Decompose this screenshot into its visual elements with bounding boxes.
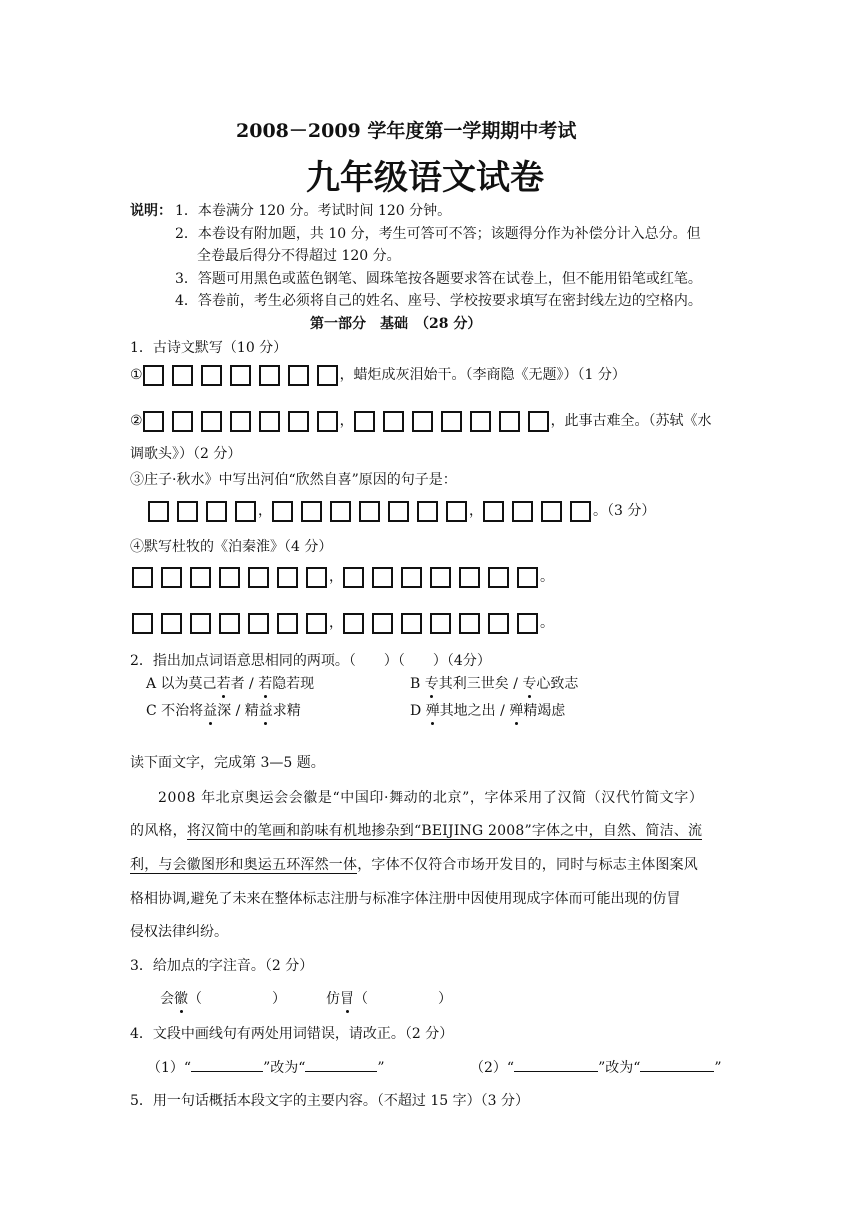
q1-part-1-tail: ，蜡炬成灰泪始干。（李商隐《无题》）（1 分） [339, 367, 626, 383]
pinyin-answer-blank[interactable]: （ ） [188, 991, 286, 1007]
pinyin-answer-blank[interactable]: （ ） [354, 991, 452, 1007]
passage-text: 的风格， [130, 823, 187, 839]
answer-box[interactable] [359, 501, 380, 522]
answer-box[interactable] [317, 365, 338, 386]
answer-box[interactable] [517, 613, 538, 634]
dotted-char: 若 [217, 673, 231, 693]
q1-part-2-marker: ② [130, 413, 143, 429]
instruction-item-1: 1．本卷满分 120 分。考试时间 120 分钟。 [175, 203, 452, 219]
q3-word-text: 会 [160, 991, 174, 1007]
answer-box[interactable] [201, 411, 222, 432]
answer-box[interactable] [372, 613, 393, 634]
reading-intro: 读下面文字，完成第 3—5 题。 [130, 755, 325, 771]
dotted-char: 益 [203, 700, 217, 720]
q2-option-a-text: 隐若现 [272, 676, 315, 692]
q2-option-b-text: 其利三世矣 / [438, 676, 523, 692]
passage-line-1: 2008 年北京奥运会会徽是“中国印·舞动的北京”，字体采用了汉简（汉代竹简文字） [158, 790, 704, 806]
answer-box[interactable] [528, 411, 549, 432]
answer-box[interactable] [512, 501, 533, 522]
answer-box[interactable] [488, 567, 509, 588]
answer-box[interactable] [401, 567, 422, 588]
answer-box[interactable] [412, 411, 433, 432]
q2-option-a-text: A 以为莫己 [146, 676, 217, 692]
q4-revision-text: （1）“ [147, 1060, 192, 1076]
answer-box[interactable] [499, 411, 520, 432]
answer-box[interactable] [132, 567, 153, 588]
instruction-item-4: 4．答卷前，考生必须将自己的姓名、座号、学校按要求填写在密封线左边的空格内。 [175, 293, 702, 309]
answer-box[interactable] [343, 567, 364, 588]
dotted-char: 徽 [174, 988, 188, 1008]
q3-word-1 [160, 988, 286, 1008]
answer-box[interactable] [248, 567, 269, 588]
q1-part-1-marker: ① [130, 367, 143, 383]
q2-option-c [146, 700, 301, 720]
question-1-stem: 1．古诗文默写（10 分） [130, 340, 288, 356]
q1-part-2-tail: ，此事古难全。（苏轼《水 [550, 413, 712, 429]
answer-box[interactable] [272, 501, 293, 522]
answer-box[interactable] [430, 567, 451, 588]
answer-blank[interactable] [640, 1057, 714, 1072]
answer-box[interactable] [201, 365, 222, 386]
underlined-sentence: 将汉简中的笔画和韵味有机地掺杂到“BEIJING 2008”字体之中，自然、简洁、流 [186, 823, 703, 839]
q4-revision-text: （2）“ [470, 1060, 515, 1076]
q2-option-d-text: 精竭虑 [523, 703, 566, 719]
answer-box[interactable] [430, 613, 451, 634]
answer-box[interactable] [277, 567, 298, 588]
q1-part-3-text: ③庄子·秋水》中写出河伯“欣然自喜”原因的句子是： [130, 472, 457, 488]
answer-box[interactable] [388, 501, 409, 522]
q1-part-2-sep: ， [339, 413, 354, 429]
q4-revision-text: ”改为“ [263, 1060, 306, 1076]
dotted-char: 殚 [426, 700, 440, 720]
dotted-char: 若 [258, 673, 272, 693]
passage-line-2 [130, 820, 702, 840]
question-4-stem: 4．文段中画线句有两处用词错误，请改正。（2 分） [130, 1026, 454, 1042]
answer-box[interactable] [230, 365, 251, 386]
underlined-sentence: 利，与会徽图形和奥运五环浑然一体 [130, 857, 358, 873]
question-3-stem: 3．给加点的字注音。（2 分） [130, 958, 314, 974]
answer-box[interactable] [288, 365, 309, 386]
answer-box[interactable] [317, 411, 338, 432]
passage-line-5: 侵权法律纠纷。 [130, 924, 228, 940]
answer-box[interactable] [306, 567, 327, 588]
answer-box[interactable] [219, 613, 240, 634]
q2-option-c-text: 深 / 精 [217, 703, 259, 719]
q2-option-b-text: 心致志 [536, 676, 579, 692]
q2-option-a-text: 者 / [230, 676, 259, 692]
q2-option-d-text: 其地之出 / [439, 703, 510, 719]
answer-box[interactable] [143, 365, 164, 386]
instruction-item-2-cont: 全卷最后得分不得超过 120 分。 [197, 248, 401, 264]
dotted-char: 冒 [340, 988, 354, 1008]
answer-blank[interactable] [191, 1057, 263, 1072]
exam-year-line: 2008－2009 学年度第一学期期中考试 [236, 120, 577, 142]
q1-part-4-line-1 [132, 566, 554, 588]
answer-box[interactable] [161, 613, 182, 634]
answer-box[interactable] [132, 613, 153, 634]
answer-blank[interactable] [305, 1057, 377, 1072]
q1-part-4-end: 。 [540, 615, 554, 631]
section-heading: 第一部分 基础 （28 分） [310, 316, 482, 332]
answer-box[interactable] [301, 501, 322, 522]
dotted-char: 专 [425, 673, 439, 693]
question-5-stem: 5．用一句话概括本段文字的主要内容。（不超过 15 字）（3 分） [130, 1093, 529, 1109]
answer-box[interactable] [401, 613, 422, 634]
q1-part-4-end: 。 [540, 569, 554, 585]
passage-text: ，字体不仅符合市场开发目的，同时与标志主体图案风 [357, 857, 699, 873]
q1-part-4-text: ④默写杜牧的《泊秦淮》（4 分） [130, 539, 333, 555]
answer-box[interactable] [172, 365, 193, 386]
answer-box[interactable] [219, 567, 240, 588]
answer-box[interactable] [330, 501, 351, 522]
instruction-item-2: 2．本卷设有附加题，共 10 分，考生可答可不答；该题得分作为补偿分计入总分。但 [175, 226, 701, 242]
passage-line-4: 格相协调,避免了未来在整体标志注册与标准字体注册中因使用现成字体而可能出现的仿冒 [130, 891, 681, 907]
q4-revision-text: ” [377, 1060, 385, 1076]
question-2-stem: 2．指出加点词语意思相同的两项。（ ）（ ）（4分） [130, 653, 491, 669]
q1-part-3-tail: 。（3 分） [593, 503, 656, 519]
dotted-char: 专 [522, 673, 536, 693]
answer-box[interactable] [570, 501, 591, 522]
answer-box[interactable] [172, 411, 193, 432]
instructions-label: 说明： [130, 203, 172, 219]
answer-box[interactable] [288, 411, 309, 432]
answer-box[interactable] [190, 567, 211, 588]
answer-box[interactable] [148, 501, 169, 522]
q3-word-2 [326, 988, 452, 1008]
answer-box[interactable] [306, 613, 327, 634]
answer-box[interactable] [417, 501, 438, 522]
q1-part-3-sep-1: ， [258, 503, 272, 519]
q4-revision-text: ”改为“ [598, 1060, 641, 1076]
answer-box[interactable] [354, 411, 375, 432]
answer-box[interactable] [177, 501, 198, 522]
q1-part-1 [130, 364, 626, 386]
answer-box[interactable] [230, 411, 251, 432]
dotted-char: 殚 [509, 700, 523, 720]
answer-box[interactable] [383, 411, 404, 432]
answer-box[interactable] [235, 501, 256, 522]
passage-line-3 [130, 854, 698, 874]
q4-revision-text: ” [714, 1060, 722, 1076]
answer-box[interactable] [259, 365, 280, 386]
answer-blank[interactable] [514, 1057, 598, 1072]
q1-part-2 [130, 410, 712, 432]
q2-option-b-text: B [410, 676, 425, 692]
q2-option-c-text: 求精 [272, 703, 301, 719]
q1-part-4-sep: ， [329, 615, 343, 631]
answer-box[interactable] [446, 501, 467, 522]
answer-box[interactable] [190, 613, 211, 634]
q1-part-4-line-2 [132, 612, 554, 634]
instruction-item-3: 3．答题可用黑色或蓝色钢笔、圆珠笔按各题要求答在试卷上，但不能用铅笔或红笔。 [175, 271, 702, 287]
answer-box[interactable] [441, 411, 462, 432]
answer-box[interactable] [459, 567, 480, 588]
q2-option-b [410, 673, 578, 693]
q1-part-3-sep-2: ， [469, 503, 483, 519]
answer-box[interactable] [259, 411, 280, 432]
q2-option-d-text: D [410, 703, 426, 719]
answer-box[interactable] [372, 567, 393, 588]
q2-option-d [410, 700, 565, 720]
answer-box[interactable] [277, 613, 298, 634]
exam-title: 九年级语文试卷 [306, 158, 544, 198]
answer-box[interactable] [343, 613, 364, 634]
answer-box[interactable] [206, 501, 227, 522]
q1-part-2-cont: 调歌头》）（2 分） [130, 446, 242, 462]
q4-revision-1 [147, 1057, 385, 1077]
answer-box[interactable] [470, 411, 491, 432]
q1-part-3-boxes [148, 500, 655, 522]
answer-box[interactable] [143, 411, 164, 432]
q1-part-4-sep: ， [329, 569, 343, 585]
answer-box[interactable] [488, 613, 509, 634]
answer-box[interactable] [459, 613, 480, 634]
answer-box[interactable] [541, 501, 562, 522]
answer-box[interactable] [517, 567, 538, 588]
answer-box[interactable] [483, 501, 504, 522]
answer-box[interactable] [161, 567, 182, 588]
dotted-char: 益 [259, 700, 273, 720]
q2-option-c-text: C 不治将 [146, 703, 204, 719]
q2-option-a [146, 673, 314, 693]
answer-box[interactable] [248, 613, 269, 634]
q4-revision-2 [470, 1057, 722, 1077]
q3-word-text: 仿 [326, 991, 340, 1007]
